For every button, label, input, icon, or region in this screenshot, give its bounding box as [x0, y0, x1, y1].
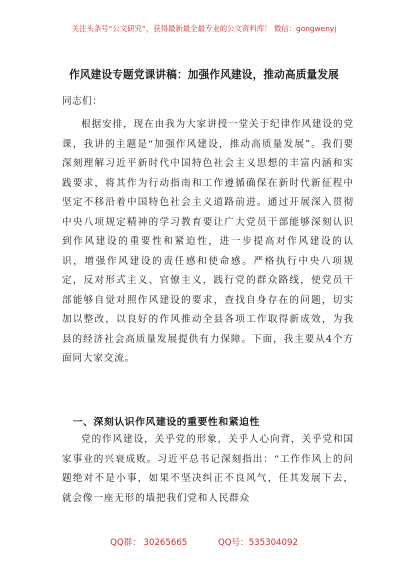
footer-qq-group: QQ群： 30265665 — [110, 538, 188, 548]
body-paragraph-section-1: 党的作风建设，关乎党的形象，关乎人心向背，关乎党和国家事业的兴衰成败。习近平总书记深刻指出：“工作作风上的问题绝对不是小事，如果不坚决纠正不良风气，任其发展下去，就会像一座无形的墙把我们党和人民群众 — [62, 434, 354, 504]
section-heading-1: 一、深刻认识作风建设的重要性和紧迫性 — [72, 417, 260, 428]
footer-contact — [0, 536, 408, 548]
body-paragraph-intro: 根据安排，现在由我为大家讲授一堂关于纪律作风建设的党课，我讲的主题是“加强作风建设，推动高质量发展”。我们要深刻理解习近平新时代中国特色社会主义思想的丰富内涵和实践要求，将其作为行动指南和工作遵循确保在新时代新征程中坚定不移沿着中国特色社会主义道路前进。通过开展深入贯彻中央八项规定精神的学习教育要让广大党员干部能够深刻认识到作风建设的重要性和紧迫性，进一步提高对作风建设的认识，增强作风建设的责任感和使命感。严格执行中央八项规定，反对形式主义、官僚主义，践行党的群众路线，使党员干部能够自觉对照作风建设的要求，查找自身存在的问题，切实加以整改，以良好的作风推动全县各项工作取得新成效，为我县的经济社会高质量发展提供有力保障。下面，我主要从4个方面同大家交流。 — [62, 119, 354, 364]
footer-qq-number: QQ号：535304092 — [218, 538, 298, 548]
salutation: 同志们： — [62, 96, 103, 107]
header-promo-note: 关注头条号“公文研究”，获得最新最全最专业的公文资料库！ 微信：gongwenyj — [71, 24, 337, 33]
document-title: 作风建设专题党课讲稿：加强作风建设，推动高质量发展 — [69, 69, 339, 81]
